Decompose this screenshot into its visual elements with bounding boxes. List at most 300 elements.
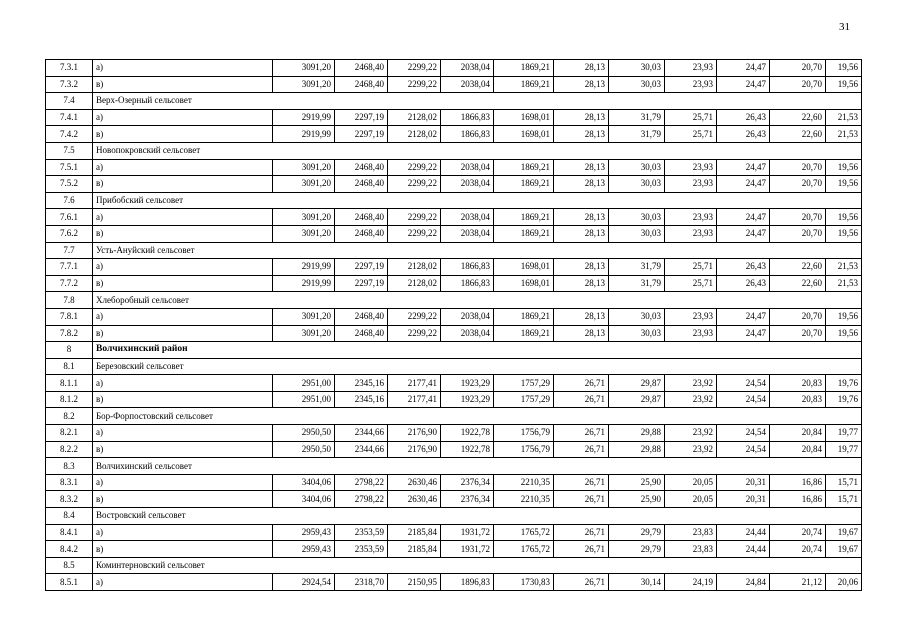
value-cell: 26,43 [717,126,770,143]
row-number-cell: 7.5.2 [46,176,93,193]
value-cell: 2177,41 [388,375,441,392]
section-heading-row [46,408,862,425]
value-cell: 1869,21 [494,308,554,325]
value-cell: 30,03 [609,76,665,93]
section-heading-row [46,358,862,375]
value-cell: 29,79 [609,524,665,541]
row-number-cell: 8.4.1 [46,524,93,541]
value-cell: 24,47 [717,225,770,242]
value-cell: 1869,21 [494,325,554,342]
value-cell: 28,13 [554,209,609,226]
value-cell: 19,76 [826,375,862,392]
value-cell: 20,84 [770,441,826,458]
value-cell: 2210,35 [494,474,554,491]
value-cell: 2468,40 [335,209,388,226]
row-number-cell: 8.4.2 [46,541,93,558]
value-cell: 1765,72 [494,524,554,541]
row-number-cell: 7.5 [46,142,93,159]
row-label-cell: а) [93,574,273,591]
value-cell: 23,93 [665,176,717,193]
value-cell: 1869,21 [494,159,554,176]
value-cell: 19,56 [826,76,862,93]
table-row [46,225,862,242]
row-number-cell: 8.2.1 [46,425,93,442]
value-cell: 20,70 [770,325,826,342]
table-row [46,209,862,226]
value-cell: 19,56 [826,308,862,325]
value-cell: 15,71 [826,474,862,491]
value-cell: 2345,16 [335,391,388,408]
value-cell: 2128,02 [388,109,441,126]
value-cell: 30,03 [609,325,665,342]
value-cell: 2299,22 [388,76,441,93]
table-row [46,109,862,126]
value-cell: 30,03 [609,60,665,77]
value-cell: 2353,59 [335,541,388,558]
value-cell: 2951,00 [273,375,335,392]
row-label-cell: а) [93,308,273,325]
value-cell: 20,05 [665,474,717,491]
row-number-cell: 7.4.1 [46,109,93,126]
row-label-cell: в) [93,225,273,242]
page-number: 31 [839,21,850,33]
value-cell: 26,71 [554,441,609,458]
district-heading-row [46,342,862,359]
value-cell: 26,43 [717,109,770,126]
row-number-cell: 8.3.1 [46,474,93,491]
row-label-cell: в) [93,176,273,193]
row-number-cell: 7.8.2 [46,325,93,342]
row-label-cell: а) [93,60,273,77]
row-number-cell: 7.6.1 [46,209,93,226]
section-title: Березовский сельсовет [93,358,862,375]
value-cell: 26,71 [554,375,609,392]
value-cell: 2038,04 [441,60,494,77]
value-cell: 1757,29 [494,375,554,392]
row-number-cell: 7.3.2 [46,76,93,93]
value-cell: 28,13 [554,126,609,143]
value-cell: 2344,66 [335,441,388,458]
table-row [46,541,862,558]
row-number-cell: 8.2.2 [46,441,93,458]
value-cell: 19,56 [826,225,862,242]
value-cell: 26,43 [717,259,770,276]
value-cell: 20,74 [770,524,826,541]
value-cell: 22,60 [770,275,826,292]
value-cell: 24,54 [717,441,770,458]
row-label-cell: в) [93,491,273,508]
value-cell: 3091,20 [273,308,335,325]
row-number-cell: 8.1.1 [46,375,93,392]
value-cell: 24,84 [717,574,770,591]
value-cell: 22,60 [770,259,826,276]
row-number-cell: 7.4 [46,93,93,110]
row-label-cell: в) [93,391,273,408]
value-cell: 26,71 [554,491,609,508]
value-cell: 15,71 [826,491,862,508]
value-cell: 24,47 [717,176,770,193]
value-cell: 28,13 [554,225,609,242]
value-cell: 2344,66 [335,425,388,442]
value-cell: 19,77 [826,425,862,442]
value-cell: 3091,20 [273,76,335,93]
value-cell: 28,13 [554,60,609,77]
table-row [46,391,862,408]
value-cell: 23,93 [665,159,717,176]
value-cell: 22,60 [770,126,826,143]
row-number-cell: 7.5.1 [46,159,93,176]
value-cell: 20,70 [770,176,826,193]
value-cell: 2128,02 [388,126,441,143]
value-cell: 30,03 [609,176,665,193]
section-heading-row [46,508,862,525]
value-cell: 2185,84 [388,524,441,541]
value-cell: 20,06 [826,574,862,591]
section-title: Усть-Ануйский сельсовет [93,242,862,259]
section-title: Хлеборобный сельсовет [93,292,862,309]
table-row [46,308,862,325]
value-cell: 2299,22 [388,209,441,226]
value-cell: 23,93 [665,209,717,226]
value-cell: 30,03 [609,209,665,226]
value-cell: 2468,40 [335,76,388,93]
value-cell: 1866,83 [441,259,494,276]
value-cell: 19,77 [826,441,862,458]
value-cell: 26,71 [554,574,609,591]
value-cell: 1922,78 [441,425,494,442]
table-row [46,441,862,458]
section-title: Новопокровский сельсовет [93,142,862,159]
value-cell: 19,56 [826,60,862,77]
value-cell: 1756,79 [494,441,554,458]
value-cell: 2468,40 [335,60,388,77]
section-title: Верх-Озерный сельсовет [93,93,862,110]
value-cell: 2950,50 [273,441,335,458]
section-title: Волчихинский сельсовет [93,458,862,475]
value-cell: 2038,04 [441,159,494,176]
value-cell: 29,87 [609,375,665,392]
value-cell: 20,84 [770,425,826,442]
value-cell: 2468,40 [335,225,388,242]
value-cell: 2299,22 [388,176,441,193]
value-cell: 23,92 [665,425,717,442]
value-cell: 19,67 [826,524,862,541]
value-cell: 2038,04 [441,325,494,342]
value-cell: 31,79 [609,275,665,292]
row-label-cell: в) [93,325,273,342]
row-number-cell: 8.1 [46,358,93,375]
section-title: Коминтерновский сельсовет [93,557,862,574]
row-label-cell: а) [93,474,273,491]
row-number-cell: 7.4.2 [46,126,93,143]
row-number-cell: 8.1.2 [46,391,93,408]
district-title: Волчихинский район [93,342,862,359]
value-cell: 1866,83 [441,275,494,292]
value-cell: 2299,22 [388,225,441,242]
value-cell: 23,93 [665,76,717,93]
section-title: Востровский сельсовет [93,508,862,525]
value-cell: 20,70 [770,209,826,226]
row-number-cell: 8.5.1 [46,574,93,591]
value-cell: 24,54 [717,425,770,442]
row-label-cell: в) [93,541,273,558]
row-number-cell: 8.2 [46,408,93,425]
value-cell: 21,53 [826,275,862,292]
value-cell: 21,53 [826,126,862,143]
value-cell: 26,71 [554,524,609,541]
row-number-cell: 8 [46,342,93,359]
value-cell: 21,53 [826,259,862,276]
value-cell: 29,87 [609,391,665,408]
value-cell: 20,74 [770,541,826,558]
row-number-cell: 7.7.1 [46,259,93,276]
value-cell: 26,71 [554,541,609,558]
row-label-cell: в) [93,275,273,292]
row-number-cell: 7.8 [46,292,93,309]
value-cell: 25,71 [665,259,717,276]
section-heading-row [46,292,862,309]
value-cell: 24,47 [717,60,770,77]
row-number-cell: 7.6.2 [46,225,93,242]
value-cell: 24,47 [717,325,770,342]
row-number-cell: 8.3 [46,458,93,475]
value-cell: 2176,90 [388,425,441,442]
value-cell: 2468,40 [335,176,388,193]
table-row [46,325,862,342]
table-row [46,574,862,591]
value-cell: 2919,99 [273,126,335,143]
value-cell: 1866,83 [441,126,494,143]
value-cell: 25,90 [609,491,665,508]
value-cell: 2177,41 [388,391,441,408]
row-label-cell: а) [93,259,273,276]
table-row [46,60,862,77]
table-row [46,474,862,491]
value-cell: 2128,02 [388,259,441,276]
value-cell: 2468,40 [335,159,388,176]
table-row [46,524,862,541]
table-row [46,491,862,508]
row-number-cell: 7.7 [46,242,93,259]
value-cell: 2959,43 [273,524,335,541]
value-cell: 2951,00 [273,391,335,408]
value-cell: 2318,70 [335,574,388,591]
value-cell: 24,47 [717,159,770,176]
row-label-cell: а) [93,109,273,126]
value-cell: 1869,21 [494,209,554,226]
value-cell: 31,79 [609,109,665,126]
row-number-cell: 7.8.1 [46,308,93,325]
section-heading-row [46,142,862,159]
value-cell: 2297,19 [335,259,388,276]
value-cell: 25,71 [665,109,717,126]
value-cell: 2919,99 [273,275,335,292]
value-cell: 2185,84 [388,541,441,558]
value-cell: 24,47 [717,209,770,226]
row-label-cell: а) [93,375,273,392]
table-row [46,159,862,176]
value-cell: 2919,99 [273,259,335,276]
value-cell: 1866,83 [441,109,494,126]
value-cell: 2798,22 [335,474,388,491]
value-cell: 2798,22 [335,491,388,508]
value-cell: 28,13 [554,308,609,325]
value-cell: 24,19 [665,574,717,591]
row-number-cell: 8.3.2 [46,491,93,508]
value-cell: 20,83 [770,375,826,392]
value-cell: 1922,78 [441,441,494,458]
section-heading-row [46,458,862,475]
value-cell: 24,47 [717,308,770,325]
value-cell: 1923,29 [441,375,494,392]
value-cell: 19,67 [826,541,862,558]
value-cell: 25,71 [665,275,717,292]
value-cell: 2345,16 [335,375,388,392]
row-label-cell: в) [93,441,273,458]
value-cell: 24,44 [717,524,770,541]
section-heading-row [46,242,862,259]
value-cell: 1896,83 [441,574,494,591]
value-cell: 1698,01 [494,109,554,126]
section-heading-row [46,93,862,110]
value-cell: 23,92 [665,391,717,408]
value-cell: 24,44 [717,541,770,558]
value-cell: 2376,34 [441,491,494,508]
value-cell: 21,53 [826,109,862,126]
value-cell: 1931,72 [441,541,494,558]
value-cell: 23,83 [665,524,717,541]
value-cell: 25,71 [665,126,717,143]
value-cell: 23,93 [665,325,717,342]
row-number-cell: 8.5 [46,557,93,574]
value-cell: 2297,19 [335,275,388,292]
value-cell: 2150,95 [388,574,441,591]
value-cell: 26,71 [554,425,609,442]
row-label-cell: в) [93,76,273,93]
value-cell: 22,60 [770,109,826,126]
value-cell: 28,13 [554,325,609,342]
value-cell: 31,79 [609,126,665,143]
value-cell: 2297,19 [335,126,388,143]
value-cell: 20,31 [717,491,770,508]
value-cell: 28,13 [554,259,609,276]
value-cell: 1869,21 [494,76,554,93]
value-cell: 2468,40 [335,308,388,325]
value-cell: 23,93 [665,308,717,325]
value-cell: 20,05 [665,491,717,508]
table-body [46,60,862,591]
value-cell: 25,90 [609,474,665,491]
value-cell: 3091,20 [273,225,335,242]
value-cell: 1765,72 [494,541,554,558]
value-cell: 28,13 [554,159,609,176]
value-cell: 2353,59 [335,524,388,541]
value-cell: 1756,79 [494,425,554,442]
value-cell: 19,76 [826,391,862,408]
value-cell: 3091,20 [273,159,335,176]
value-cell: 16,86 [770,474,826,491]
value-cell: 31,79 [609,259,665,276]
value-cell: 2924,54 [273,574,335,591]
value-cell: 28,13 [554,176,609,193]
value-cell: 30,03 [609,308,665,325]
value-cell: 1757,29 [494,391,554,408]
row-number-cell: 7.7.2 [46,275,93,292]
value-cell: 2299,22 [388,60,441,77]
row-label-cell: а) [93,425,273,442]
value-cell: 28,13 [554,109,609,126]
value-cell: 2210,35 [494,491,554,508]
table-row [46,259,862,276]
value-cell: 20,70 [770,308,826,325]
row-number-cell: 7.6 [46,192,93,209]
value-cell: 2038,04 [441,76,494,93]
value-cell: 26,43 [717,275,770,292]
value-cell: 2038,04 [441,308,494,325]
row-label-cell: в) [93,126,273,143]
value-cell: 19,56 [826,209,862,226]
value-cell: 2299,22 [388,308,441,325]
value-cell: 3091,20 [273,176,335,193]
value-cell: 19,56 [826,159,862,176]
value-cell: 2299,22 [388,325,441,342]
value-cell: 20,70 [770,225,826,242]
value-cell: 23,93 [665,225,717,242]
value-cell: 2950,50 [273,425,335,442]
value-cell: 1869,21 [494,225,554,242]
row-label-cell: а) [93,209,273,226]
table-row [46,425,862,442]
value-cell: 26,71 [554,474,609,491]
row-label-cell: а) [93,159,273,176]
value-cell: 3091,20 [273,209,335,226]
value-cell: 23,93 [665,60,717,77]
value-cell: 2630,46 [388,474,441,491]
value-cell: 1698,01 [494,126,554,143]
row-number-cell: 7.3.1 [46,60,93,77]
value-cell: 2128,02 [388,275,441,292]
section-title: Прибобский сельсовет [93,192,862,209]
value-cell: 29,88 [609,425,665,442]
row-label-cell: а) [93,524,273,541]
tariff-table [45,59,862,591]
value-cell: 1931,72 [441,524,494,541]
value-cell: 3091,20 [273,60,335,77]
table-row [46,76,862,93]
value-cell: 23,92 [665,375,717,392]
value-cell: 2038,04 [441,209,494,226]
value-cell: 29,79 [609,541,665,558]
value-cell: 20,70 [770,60,826,77]
row-number-cell: 8.4 [46,508,93,525]
value-cell: 23,83 [665,541,717,558]
value-cell: 24,47 [717,76,770,93]
value-cell: 28,13 [554,275,609,292]
value-cell: 24,54 [717,391,770,408]
value-cell: 2299,22 [388,159,441,176]
value-cell: 2038,04 [441,225,494,242]
value-cell: 23,92 [665,441,717,458]
value-cell: 3091,20 [273,325,335,342]
value-cell: 20,83 [770,391,826,408]
value-cell: 26,71 [554,391,609,408]
value-cell: 2038,04 [441,176,494,193]
value-cell: 3404,06 [273,491,335,508]
value-cell: 2919,99 [273,109,335,126]
table-row [46,375,862,392]
value-cell: 2468,40 [335,325,388,342]
value-cell: 19,56 [826,176,862,193]
